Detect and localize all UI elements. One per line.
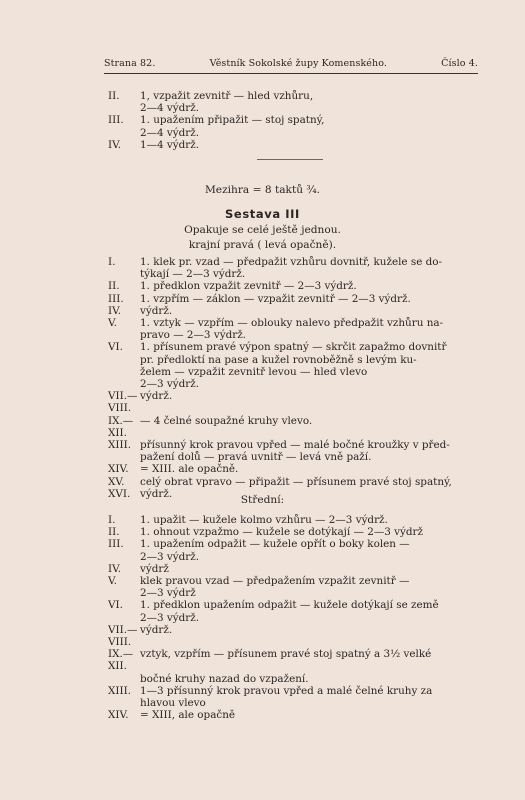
- sestava-title: Sestava III: [225, 207, 300, 221]
- sestava-subtitle-2: krajní pravá ( levá opačně).: [188, 239, 337, 251]
- exercise-row: [108, 451, 480, 463]
- sestava-subtitle-1: Opakuje se celé ještě jednou.: [184, 224, 341, 236]
- sestava-exercise-list: [108, 256, 480, 500]
- exercise-number: XIV.: [108, 463, 129, 476]
- exercise-number: II.: [108, 280, 120, 293]
- exercise-number: [108, 612, 140, 624]
- exercise-row: [108, 415, 480, 439]
- exercise-text: 1. upažením odpažit — kužele opřít o boky kolen —: [140, 538, 410, 551]
- exercise-text: 1. upažit — kužele kolmo vzhůru — 2—3 výdrž.: [140, 514, 388, 526]
- exercise-number: [108, 451, 140, 463]
- exercise-text: celý obrat vpravo — připažit — přísunem pravé stoj spatný,: [140, 475, 452, 488]
- exercise-text: 1. vzpřím — záklon — vzpažit zevnitř — 2—3 výdrž.: [140, 292, 411, 305]
- exercise-number: [108, 127, 140, 139]
- exercise-number: [108, 102, 140, 114]
- exercise-number: II.: [108, 526, 120, 539]
- exercise-text: želem — vzpažit zevnitř levou — hled vlevo: [140, 365, 368, 378]
- exercise-number: [108, 697, 140, 709]
- exercise-number: XIII.: [108, 684, 132, 697]
- header-rule: [104, 73, 478, 74]
- exercise-number: IV.: [108, 304, 122, 317]
- exercise-row: [108, 563, 480, 575]
- exercise-row: [108, 139, 480, 151]
- exercise-number: [108, 354, 140, 366]
- exercise-text: 1. klek pr. vzad — předpažit vzhůru dovnitř, kužele se do-: [140, 256, 443, 268]
- exercise-number: V.: [108, 575, 117, 588]
- exercise-row: [108, 551, 480, 563]
- exercise-text: = XIII, ale opačně: [140, 709, 236, 722]
- top-exercise-list: [108, 90, 480, 151]
- exercise-text: hlavou vlevo: [140, 697, 206, 710]
- exercise-number: III.: [108, 292, 124, 305]
- exercise-row: [108, 709, 480, 721]
- exercise-row: [108, 463, 480, 475]
- exercise-number: XIV.: [108, 709, 129, 722]
- exercise-row: [108, 575, 480, 587]
- exercise-text: 1. upažením připažit — stoj spatný,: [140, 114, 325, 127]
- exercise-number: [108, 551, 140, 563]
- exercise-number: [108, 587, 140, 599]
- exercise-number: VII.—VIII.: [108, 623, 138, 649]
- exercise-number: XIII.: [108, 439, 132, 452]
- exercise-row: [108, 378, 480, 390]
- exercise-row: [108, 256, 480, 268]
- exercise-number: V.: [108, 317, 117, 330]
- exercise-row: [108, 305, 480, 317]
- exercise-row: [108, 329, 480, 341]
- exercise-text: 2—3 výdrž.: [140, 611, 200, 624]
- exercise-text: klek pravou vzad — předpažením vzpažit zevnitř —: [140, 575, 410, 588]
- exercise-number: III.: [108, 538, 124, 551]
- page-number: Strana 82.: [104, 58, 156, 69]
- exercise-number: [108, 366, 140, 378]
- exercise-text: vztyk, vzpřím — přísunem pravé stoj spatný a 3½ velké: [140, 648, 432, 661]
- exercise-text: výdrž.: [140, 487, 173, 500]
- exercise-row: [108, 127, 480, 139]
- exercise-text: 1, vzpažit zevnitř — hled vzhůru,: [140, 90, 314, 102]
- exercise-text: 1. přísunem pravé výpon spatný — skrčit zapažmo dovnitř: [140, 341, 447, 354]
- exercise-row: [108, 102, 480, 114]
- exercise-text: 1. předklon vzpažit zevnitř — 2—3 výdrž.: [140, 280, 357, 293]
- exercise-row: [108, 439, 480, 451]
- exercise-row: [108, 366, 480, 378]
- exercise-text: 1. vztyk — vzpřím — oblouky nalevo předpažit vzhůru na-: [140, 317, 444, 330]
- exercise-row: [108, 526, 480, 538]
- issue-number: Číslo 4.: [441, 58, 478, 69]
- exercise-row: [108, 354, 480, 366]
- exercise-text: 1. ohnout vzpažmo — kužele se dotýkají — 2—3 výdrž: [140, 526, 423, 539]
- exercise-number: IX.—XII.: [108, 414, 134, 439]
- section-divider: [257, 159, 323, 160]
- exercise-text: bočné kruhy nazad do vzpažení.: [140, 672, 309, 685]
- exercise-number: XV.: [108, 475, 125, 488]
- exercise-number: IV.: [108, 138, 122, 151]
- exercise-text: výdrž.: [140, 390, 173, 403]
- exercise-number: [108, 673, 140, 685]
- exercise-row: [108, 624, 480, 648]
- exercise-text: 1. předklon upažením odpažit — kužele dotýkají se země: [140, 599, 439, 612]
- exercise-number: III.: [108, 114, 124, 127]
- exercise-row: [108, 476, 480, 488]
- exercise-row: [108, 599, 480, 611]
- exercise-text: 2—3 výdrž: [140, 587, 196, 600]
- exercise-text: pažení dolů — pravá uvnitř — levá vně paží.: [140, 451, 372, 464]
- exercise-row: [108, 268, 480, 280]
- exercise-text: pravo — 2—3 výdrž.: [140, 329, 246, 342]
- exercise-number: [108, 329, 140, 341]
- exercise-row: [108, 648, 480, 672]
- exercise-row: [108, 673, 480, 685]
- exercise-text: 1—4 výdrž.: [140, 138, 200, 151]
- exercise-number: VII.—VIII.: [108, 390, 138, 415]
- exercise-row: [108, 685, 480, 697]
- exercise-number: I.: [108, 256, 116, 268]
- exercise-row: [108, 587, 480, 599]
- exercise-row: [108, 317, 480, 329]
- exercise-row: [108, 390, 480, 414]
- exercise-text: pr. předloktí na pase a kužel rovnoběžně s levým ku-: [140, 353, 417, 366]
- exercise-text: přísunný krok pravou vpřed — malé bočné kroužky v před-: [140, 439, 450, 452]
- exercise-row: [108, 280, 480, 292]
- exercise-text: — 4 čelné soupažné kruhy vlevo.: [140, 414, 313, 427]
- exercise-number: IV.: [108, 562, 122, 575]
- exercise-text: výdrž.: [140, 623, 173, 636]
- exercise-text: 1—3 přísunný krok pravou vpřed a malé čelné kruhy za: [140, 684, 433, 697]
- exercise-text: 2—4 výdrž.: [140, 126, 200, 139]
- exercise-text: 2—3 výdrž.: [140, 378, 200, 391]
- exercise-number: VI.: [108, 599, 123, 612]
- exercise-row: [108, 90, 480, 102]
- exercise-text: týkají — 2—3 výdrž.: [140, 268, 246, 281]
- exercise-number: II.: [108, 90, 120, 102]
- exercise-number: I.: [108, 514, 116, 526]
- journal-title: Věstník Sokolské župy Komenského.: [209, 58, 388, 69]
- exercise-number: VI.: [108, 341, 123, 354]
- exercise-number: [108, 268, 140, 280]
- exercise-text: výdrž: [140, 562, 169, 575]
- exercise-number: IX.—XII.: [108, 648, 134, 673]
- mezihra-line: Mezihra = 8 taktů ¾.: [204, 184, 321, 196]
- exercise-text: 2—4 výdrž.: [140, 102, 200, 115]
- exercise-text: výdrž.: [140, 304, 173, 317]
- exercise-row: [108, 538, 480, 550]
- exercise-row: [108, 612, 480, 624]
- exercise-row: [108, 514, 480, 526]
- exercise-row: [108, 293, 480, 305]
- exercise-row: [108, 114, 480, 126]
- exercise-text: 2—3 výdrž.: [140, 550, 200, 563]
- exercise-row: [108, 341, 480, 353]
- stredni-title: Střední:: [240, 494, 285, 506]
- running-header: [104, 58, 478, 69]
- exercise-text: = XIII. ale opačně.: [140, 463, 239, 476]
- exercise-row: [108, 697, 480, 709]
- exercise-number: XVI.: [108, 487, 131, 500]
- exercise-number: [108, 378, 140, 390]
- stredni-exercise-list: [108, 514, 480, 721]
